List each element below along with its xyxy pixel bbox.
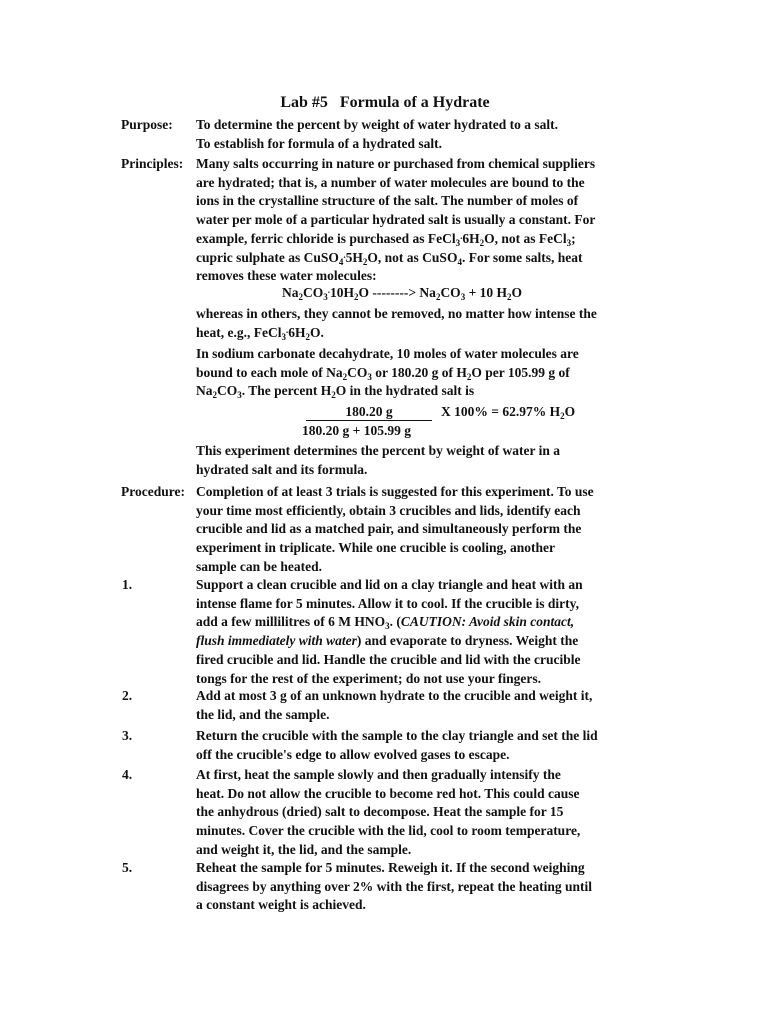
principles-line: In sodium carbonate decahydrate, 10 moles of water molecules are (196, 346, 579, 361)
step-line: the anhydrous (dried) salt to decompose. Heat the sample for 15 (196, 804, 564, 820)
step-line: off the crucible's edge to allow evolved gases to escape. (196, 746, 510, 762)
procedure-line: your time most efficiently, obtain 3 crucibles and lids, identify each (196, 502, 581, 518)
procedure-line: experiment in triplicate. While one crucible is cooling, another (196, 540, 555, 556)
step-line: fired crucible and lid. Handle the crucible and lid with the crucible (196, 651, 581, 667)
procedure-step-3 (196, 727, 656, 764)
page-title: Lab #5 Formula of a Hydrate (280, 94, 490, 111)
procedure-step-2 (196, 687, 656, 724)
fraction-denominator: 180.20 g + 105.99 g (302, 423, 411, 438)
principles-line: This experiment determines the percent by weight of water in a (196, 443, 560, 458)
step-line: At first, heat the sample slowly and then gradually intensify the (196, 767, 561, 782)
procedure-line: crucible and lid as a matched pair, and simultaneously perform the (196, 521, 582, 537)
step-line: Add at most 3 g of an unknown hydrate to the crucible and weight it, (196, 688, 593, 703)
step-line: intense flame for 5 minutes. Allow it to cool. If the crucible is dirty, (196, 595, 579, 611)
procedure-step-5 (196, 859, 656, 915)
purpose-line: To establish for formula of a hydrated salt. (196, 135, 443, 151)
step-line: a constant weight is achieved. (196, 897, 366, 913)
procedure-intro (196, 483, 656, 577)
step-number: 4. (122, 767, 133, 782)
principles-line: ions in the crystalline structure of the salt. The number of moles of (196, 193, 579, 209)
step-line: Return the crucible with the sample to the clay triangle and set the lid (196, 728, 598, 743)
step-line: Support a clean crucible and lid on a clay triangle and heat with an (196, 577, 583, 592)
principles-line-percent: $Na_2CO_3$. The percent $H_2O$ in the hydrated salt is (196, 383, 475, 401)
step-line: tongs for the rest of the experiment; do not use your fingers. (196, 670, 541, 686)
fraction-numerator: 180.20 g (306, 403, 432, 421)
principles-line: Many salts occurring in nature or purchased from chemical suppliers (196, 156, 596, 171)
step-line-flush: flush immediately with water) and evaporate to dryness. Weight the (196, 633, 579, 649)
principles-paragraph-3 (196, 345, 656, 401)
step-number: 3. (122, 728, 133, 743)
procedure-step-4 (196, 766, 656, 860)
step-line: Reheat the sample for 5 minutes. Reweigh it. If the second weighing (196, 860, 585, 875)
procedure-label: Procedure: (121, 484, 185, 499)
principles-paragraph-4 (196, 442, 656, 479)
principles-line: whereas in others, they cannot be removed, no matter how intense the (196, 306, 597, 321)
step-line: the lid, and the sample. (196, 706, 330, 722)
principles-line: hydrated salt and its formula. (196, 461, 368, 477)
step-number: 2. (122, 688, 133, 703)
purpose-label (121, 117, 173, 133)
procedure-step-1 (196, 576, 656, 688)
principles-line-heat: heat, e.g., $FeCl_3^.6H_2O$. (196, 324, 324, 342)
principles-paragraph-2 (196, 305, 656, 342)
fraction-result: X 100% = 62.97% $H_2O$ (441, 404, 576, 421)
equation-decahydrate: $Na_2CO_3^.10H_2O$ --------> $Na_2CO_3 + 10$ $H_2O$ (282, 285, 523, 302)
principles-line-bound: bound to each mole of $Na_2CO_3$ or 180.20 g of $H_2O$ per 105.99 g of (196, 364, 570, 382)
step-line: heat. Do not allow the crucible to become red hot. This could cause (196, 785, 580, 801)
principles-line: water per mole of a particular hydrated salt is usually a constant. For (196, 212, 596, 228)
step-number: 1. (122, 577, 133, 592)
principles-line-cupric: cupric sulphate as $CuSO_4^.5H_2O$, not as CuSO$_4$. For some salts, heat (196, 249, 583, 267)
procedure-line: sample can be heated. (196, 558, 322, 574)
principles-line: removes these water molecules: (196, 268, 377, 284)
step-line: disagrees by anything over 2% with the first, repeat the heating until (196, 878, 593, 894)
step-line-caution: add a few millilitres of 6 M $HNO_3$. (CAUTION: Avoid skin contact, (196, 614, 575, 632)
principles-line: are hydrated; that is, a number of water molecules are bound to the (196, 174, 585, 190)
purpose-label-text: Purpose: (121, 117, 173, 132)
procedure-line: Completion of at least 3 trials is suggested for this experiment. To use (196, 484, 594, 499)
principles-line-ferric: example, ferric chloride is purchased as $FeCl_3^.6H_2O$, not as FeCl$_3$; (196, 230, 576, 248)
step-number: 5. (122, 860, 133, 875)
purpose-body (196, 116, 656, 153)
step-line: and weight it, the lid, and the sample. (196, 841, 412, 857)
step-line: minutes. Cover the crucible with the lid, cool to room temperature, (196, 823, 581, 839)
principles-label: Principles: (121, 156, 184, 171)
purpose-line: To determine the percent by weight of water hydrated to a salt. (196, 117, 558, 132)
principles-paragraph-1 (196, 155, 656, 286)
